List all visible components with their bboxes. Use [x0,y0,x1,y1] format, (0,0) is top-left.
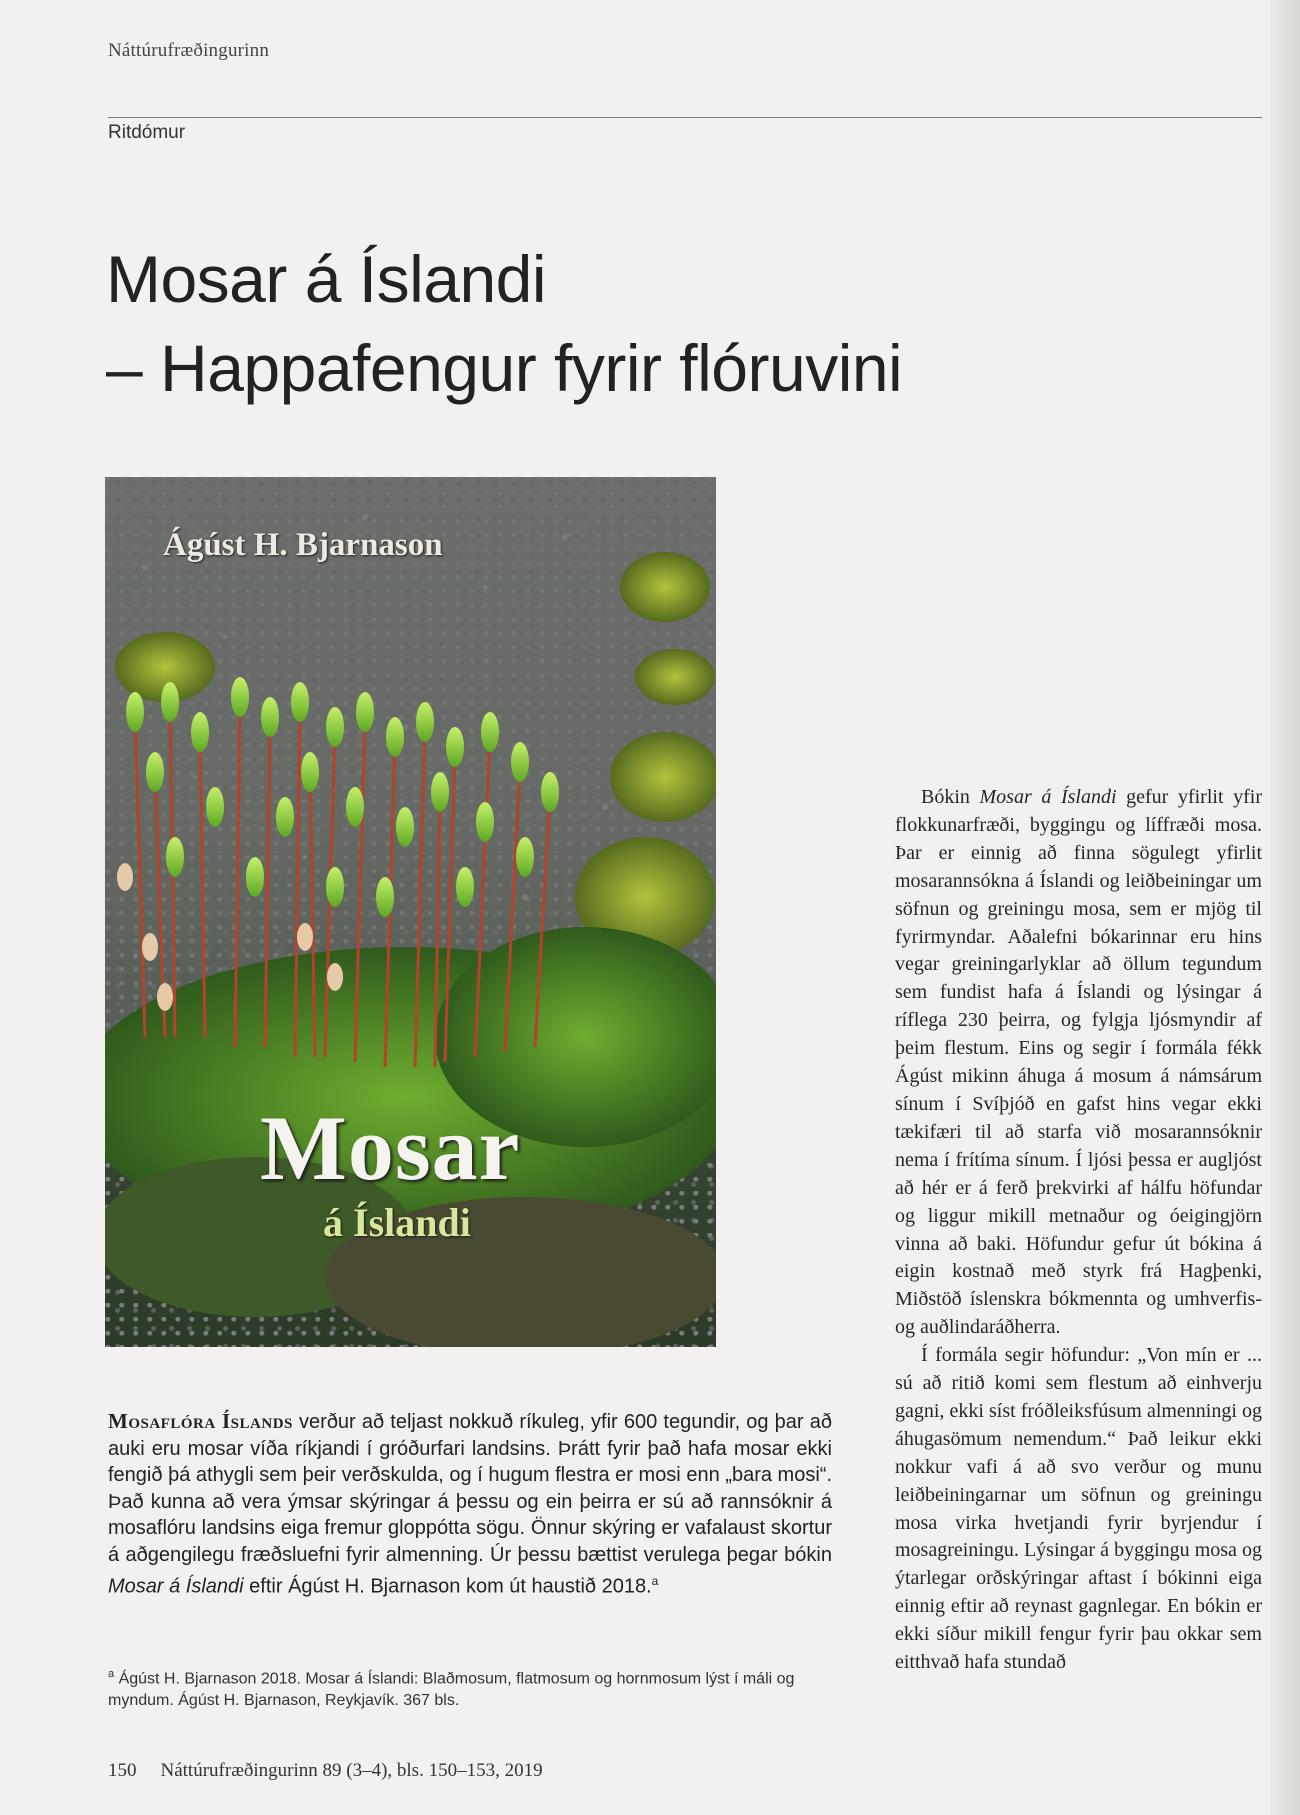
cover-subtitle: á Íslandi [323,1200,471,1245]
footnote [108,1663,832,1712]
page-number: 150 [108,1760,137,1781]
lead-text-a: verður að teljast nokkuð ríkuleg, yfir 600 tegundir, og þar að auki eru mosar víða ríkjandi í gróðurfari landsins. Þrátt fyrir það hafa mosar ekki fengið þá athygli sem þeir verðskulda, og í hugum flestra er mosi enn „bara mosi“. Það kunna að vera ýmsar skýringar á þessu og ein þeirra er sú að rannsóknir á mosaflóru landsins eiga fremur gloppótta sögu. Önnur skýring er vafalaust skortur á aðgengilegu fræðsluefni fyrir almenning. Úr þessu bættist verulega þegar bókin [108,1411,832,1566]
lead-paragraph [108,1408,832,1600]
section-label: Ritdómur [108,122,186,143]
right-p1-a: Bókin [921,786,980,808]
article-title [106,235,1206,413]
right-paragraph-1 [895,784,1262,1342]
right-column [895,784,1262,1677]
footer-citation: Náttúrufræðingurinn 89 (3–4), bls. 150–153, 2019 [160,1760,543,1781]
right-paragraph-2: Í formála segir höfundur: „Von mín er ... sú að ritið komi sem flestum að einhverju gagni, ekki síst fróðleiksfúsum almenningi og áhugasömum nemendum.“ Það leikur ekki nokkur vafi á að svo verður og munu leiðbeiningarnar um söfnun og greiningu mosa virka hvetjandi fyrir byrjendur í mosagreiningu. Lýsingar á byggingu mosa og ýtarlegar orðskýringar aftast í bókinni eiga einnig eftir að reynast gagnlegar. En bókin er ekki síður mikill fengur fyrir þau okkar sem eitthvað hafa stundað [895,1344,1262,1674]
article-title-line1: Mosar á Íslandi [106,242,547,316]
lead-smallcaps: Mosaflóra Íslands [108,1409,293,1433]
page-footer [108,1760,543,1782]
footnote-ref: a [651,1574,659,1588]
article-title-line2: – Happafengur fyrir flóruvini [106,331,903,405]
header-rule [108,117,1262,118]
footnote-marker: a [108,1668,115,1680]
footnote-text: Ágúst H. Bjarnason 2018. Mosar á Íslandi: Blaðmosum, flatmosum og hornmosum lýst í máli og myndum. Ágúst H. Bjarnason, Reykjavík. 367 bls. [108,1670,795,1710]
page-edge-shadow [1270,0,1300,1815]
cover-title: Mosar [260,1097,521,1199]
lead-book-title: Mosar á Íslandi [108,1575,244,1598]
book-cover-image [105,477,716,1347]
right-p1-b: gefur yfirlit yfir flokkunarfræði, byggingu og líffræði mosa. Þar er einnig að finna sögulegt yfirlit mosarannsókna á Íslandi og leiðbeiningar um söfnun og greiningu mosa, sem er mjög til fyrirmyndar. Aðalefni bókarinnar eru hins vegar greiningarlyklar að öllum tegundum sem fundist hafa á Íslandi og lýsingar á ríflega 230 þeirra, og fylgja ljósmyndir af þeim flestum. Eins og segir í formála fékk Ágúst mikinn áhuga á mosum á námsárum sínum í Svíþjóð en gafst hins vegar ekki tækifæri til að starfa við mosarannsóknir nema í frítíma sínum. Í ljósi þessa er augljóst að hér er á ferð þrekvirki af hálfu höfundar og liggur mikill metnaður og óeigingjörn vinna að baki. Höfundur gefur út bókina á eigin kostnað með styrk frá Hagþenki, Miðstöð íslenskra bókmennta og umhverfis- og auðlindaráðherra. [895,786,1262,1339]
lead-text-b: eftir Ágúst H. Bjarnason kom út haustið 2018. [243,1575,652,1598]
running-head: Náttúrufræðingurinn [108,40,270,61]
right-p1-title: Mosar á Íslandi [979,786,1117,808]
cover-author: Ágúst H. Bjarnason [163,527,443,563]
